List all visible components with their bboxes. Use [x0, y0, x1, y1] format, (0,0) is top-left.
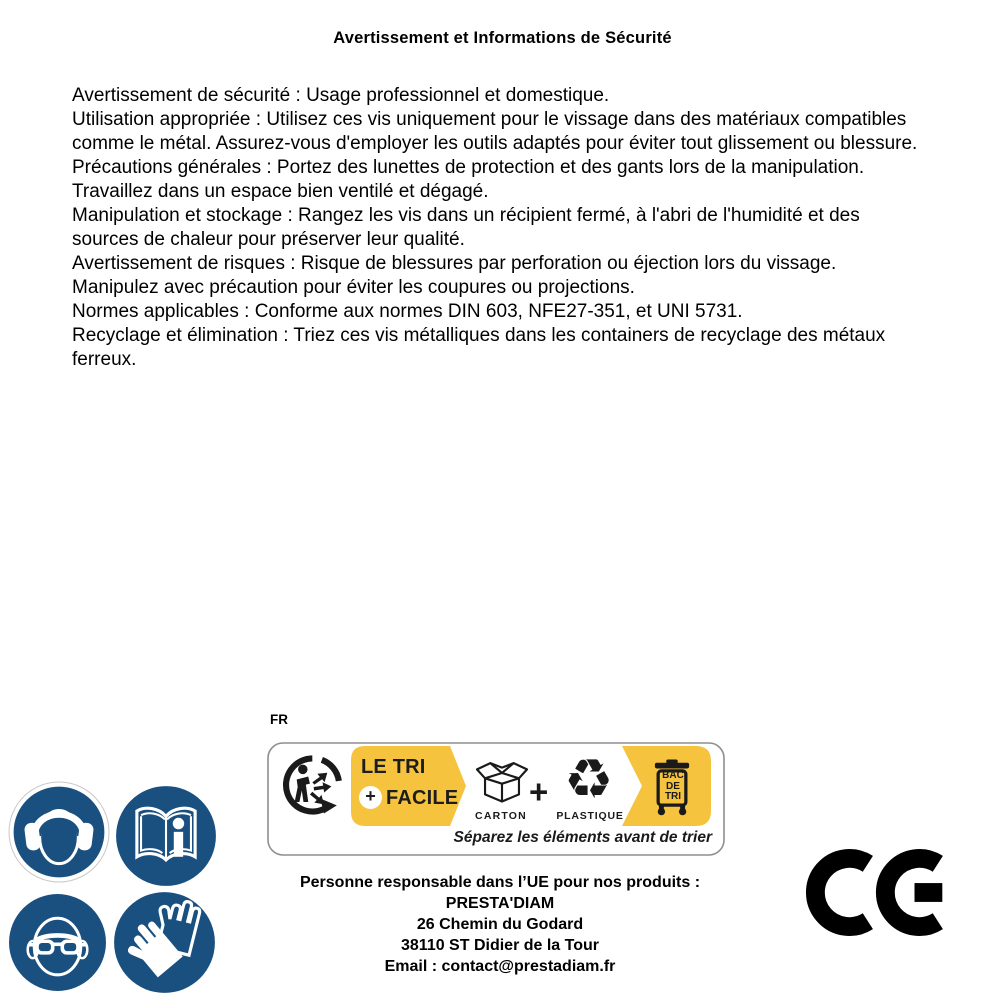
- body-line: sources de chaleur pour préserver leur qualité.: [72, 229, 465, 250]
- sorting-instruction: Séparez les éléments avant de trier: [453, 829, 712, 846]
- body-line: Manipulez avec précaution pour éviter les coupures ou projections.: [72, 277, 635, 298]
- company-name: PRESTA'DIAM: [445, 895, 555, 912]
- responsible-line: Personne responsable dans l’UE pour nos produits :: [299, 874, 701, 891]
- body-line: comme le métal. Assurez-vous d'employer les outils adaptés pour éviter tout glissement ou blessure.: [72, 133, 918, 154]
- ce-mark: [797, 841, 945, 944]
- page-title: Avertissement et Informations de Sécurité: [333, 29, 672, 47]
- body-line: Normes applicables : Conforme aux normes DIN 603, NFE27-351, et UNI 5731.: [72, 301, 743, 322]
- carton-box-icon: [473, 756, 531, 806]
- info-tri-banner: [267, 742, 725, 856]
- body-line: Recyclage et élimination : Triez ces vis métalliques dans les containers de recyclage des métaux: [72, 325, 886, 346]
- address-city: 38110 ST Didier de la Tour: [401, 937, 599, 954]
- body-line: Travaillez dans un espace bien ventilé et dégagé.: [72, 181, 489, 202]
- body-line: ferreux.: [72, 349, 137, 370]
- bin-label-line: DE: [666, 780, 680, 792]
- body-line: Manipulation et stockage : Rangez les vis dans un récipient fermé, à l'abri de l'humidité et des: [72, 205, 860, 226]
- wear-ear-protection-icon: [8, 781, 110, 883]
- triman-icon: [279, 748, 347, 822]
- tri-plus-badge: +: [359, 786, 382, 809]
- contact-email: Email : contact@prestadiam.fr: [384, 958, 616, 975]
- tri-headline-line2: FACILE: [386, 787, 459, 809]
- read-manual-icon: [114, 784, 218, 888]
- wear-gloves-icon: [112, 890, 217, 995]
- body-line: Avertissement de risques : Risque de blessures par perforation ou éjection lors du vissage.: [72, 253, 837, 274]
- wear-eye-protection-icon: [7, 892, 108, 993]
- body-line: Avertissement de sécurité : Usage professionnel et domestique.: [72, 85, 610, 106]
- bin-label-line: TRI: [664, 791, 682, 802]
- safety-body-text: [72, 84, 917, 372]
- fr-region-label: FR: [270, 712, 288, 727]
- materials-plus-separator: +: [529, 773, 549, 810]
- tri-headline-line1: LE TRI: [361, 756, 426, 778]
- responsible-person-block: [267, 872, 733, 977]
- body-line: Utilisation appropriée : Utilisez ces vis uniquement pour le vissage dans des matériaux compatibles: [72, 109, 907, 130]
- plastique-label: PLASTIQUE: [556, 810, 624, 822]
- address-street: 26 Chemin du Godard: [416, 916, 584, 933]
- body-line: Précautions générales : Portez des lunettes de protection et des gants lors de la manipulation.: [72, 157, 865, 178]
- bin-label-line: BAC: [662, 770, 684, 781]
- bin-label: [656, 771, 690, 803]
- carton-label: CARTON: [475, 810, 527, 822]
- recycling-triangle-icon: ♻: [564, 748, 614, 810]
